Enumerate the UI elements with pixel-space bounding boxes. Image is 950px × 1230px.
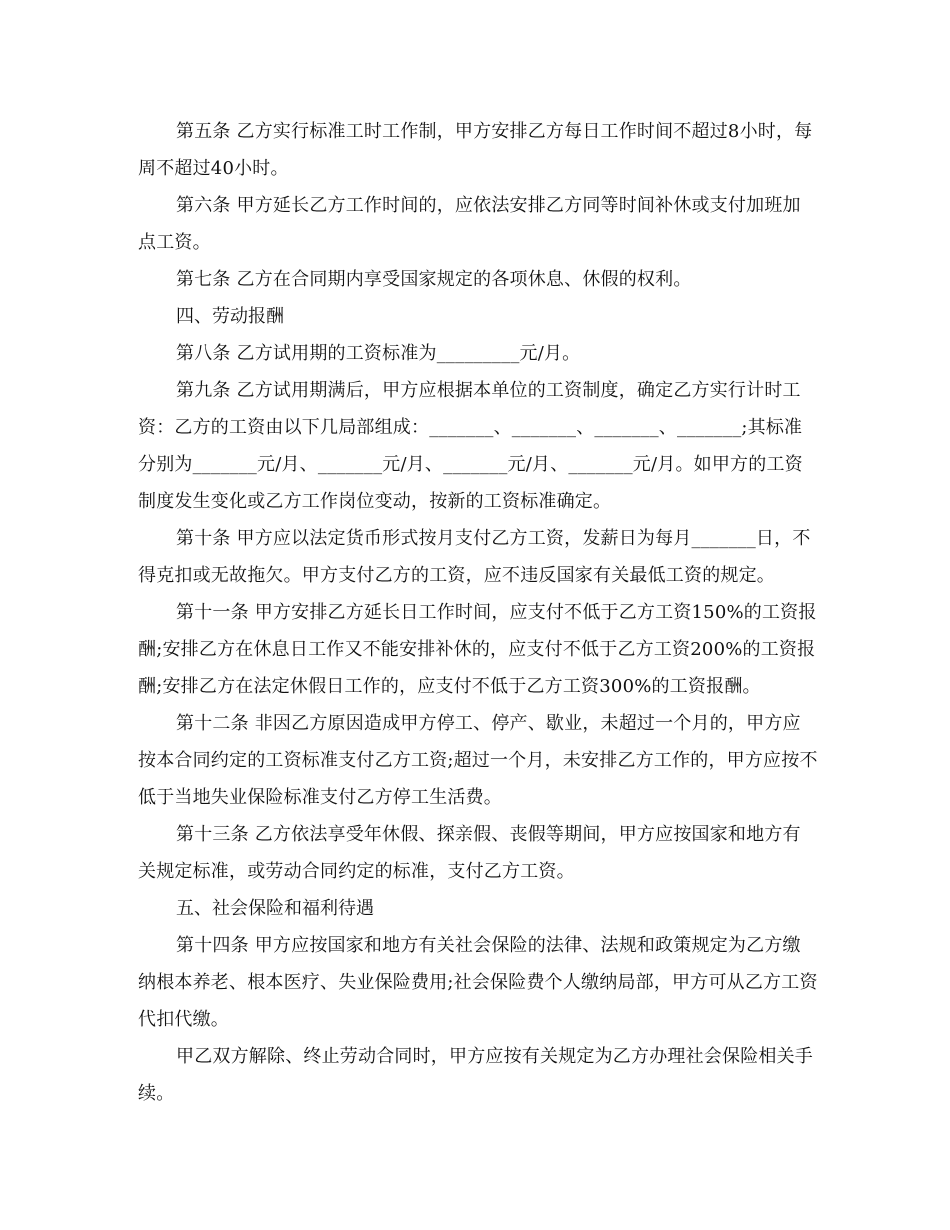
article-6: 第六条 甲方延长乙方工作时间的，应依法安排乙方同等时间补休或支付加班加点工资。 [138,195,801,253]
article-5: 第五条 乙方实行标准工时工作制，甲方安排乙方每日工作时间不超过8小时，每周不超过40小时。 [138,121,813,179]
closing-paragraph: 甲乙双方解除、终止劳动合同时，甲方应按有关规定为乙方办理社会保险相关手续。 [138,1046,813,1104]
article-8: 第八条 乙方试用期的工资标准为_________元/月。 [176,343,581,364]
article-7: 第七条 乙方在合同期内享受国家规定的各项休息、休假的权利。 [176,269,692,290]
article-10: 第十条 甲方应以法定货币形式按月支付乙方工资，发薪日为每月_______日，不得克扣或无故拖欠。甲方支付乙方的工资，应不违反国家有关最低工资的规定。 [138,528,811,586]
article-12: 第十二条 非因乙方原因造成甲方停工、停产、歇业，未超过一个月的，甲方应按本合同约定的工资标准支付乙方工资;超过一个月，未安排乙方工作的，甲方应按不低于当地失业保险标准支付乙方停工生活费。 [138,713,818,808]
article-14: 第十四条 甲方应按国家和地方有关社会保险的法律、法规和政策规定为乙方缴纳根本养老、根本医疗、失业保险费用;社会保险费个人缴纳局部，甲方可从乙方工资代扣代缴。 [138,935,818,1030]
article-11: 第十一条 甲方安排乙方延长日工作时间，应支付不低于乙方工资150%的工资报酬;安排乙方在休息日工作又不能安排补休的，应支付不低于乙方工资200%的工资报酬;安排乙方在法定休假日工作的，应支付不低于乙方工资300%的工资报酬。 [138,602,817,697]
article-13: 第十三条 乙方依法享受年休假、探亲假、丧假等期间，甲方应按国家和地方有关规定标准，或劳动合同约定的标准，支付乙方工资。 [138,824,801,882]
section-heading-remuneration: 四、劳动报酬 [176,306,284,327]
document-body [138,113,818,1112]
article-9: 第九条 乙方试用期满后，甲方应根据本单位的工资制度，确定乙方实行计时工资：乙方的工资由以下几局部组成：_______、_______、_______、_______;其标准分别为_______元/月、_______元/月、_______元/月、_______元/月。如甲方的工资制度发生变化或乙方工作岗位变动，按新的工资标准确定。 [138,380,803,512]
section-heading-social-insurance: 五、社会保险和福利待遇 [176,898,374,919]
